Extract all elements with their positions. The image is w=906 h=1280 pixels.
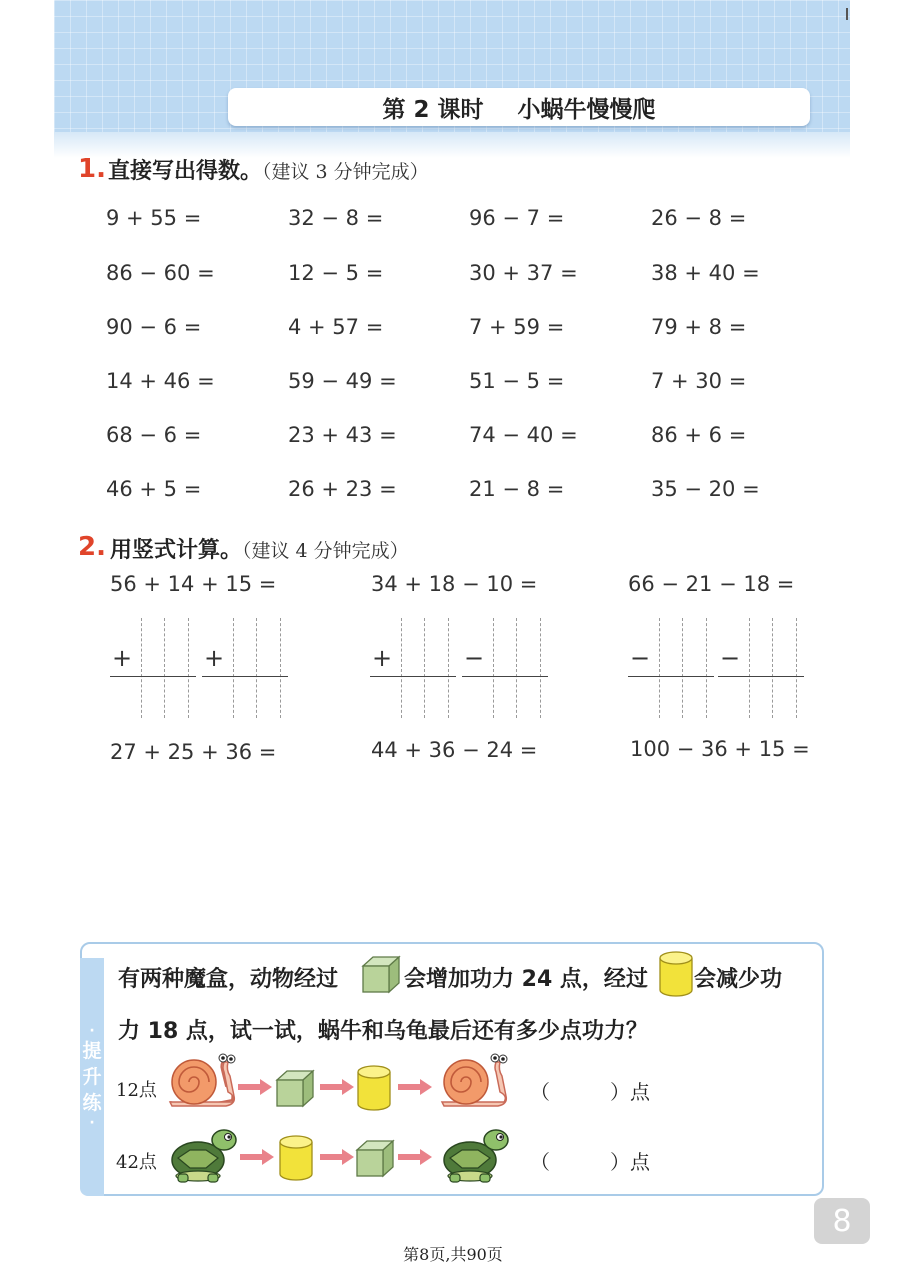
oral-calc-item: 46 + 5 = <box>106 477 202 501</box>
section1-title: 直接写出得数。 <box>108 159 263 184</box>
vertical-operator: + <box>204 644 225 672</box>
yellow-cylinder-icon <box>278 1134 314 1182</box>
oral-calc-item: 86 + 6 = <box>651 423 747 447</box>
vertical-problem: 56 + 14 + 15 = <box>110 572 277 596</box>
section2-heading <box>110 533 409 564</box>
oral-calc-item: 35 − 20 = <box>651 477 760 501</box>
challenge-text-line2: 力 18 点，试一试，蜗牛和乌龟最后还有多少点功力？ <box>118 1019 648 1044</box>
arrow-right-icon <box>398 1078 432 1096</box>
vertical-grid <box>370 618 456 718</box>
side-char: 升 <box>82 1066 102 1088</box>
vertical-operator: − <box>464 644 485 672</box>
oral-calc-item: 86 − 60 = <box>106 261 215 285</box>
challenge-side-label: · 提 升 练 · <box>80 958 104 1196</box>
vertical-operator: − <box>720 644 741 672</box>
oral-calc-item: 74 − 40 = <box>469 423 578 447</box>
row-label-snail: 12点 <box>116 1080 157 1101</box>
oral-calc-item: 26 + 23 = <box>288 477 397 501</box>
oral-calc-item: 59 − 49 = <box>288 369 397 393</box>
row-label-turtle: 42点 <box>116 1152 157 1173</box>
edge-mark <box>846 8 848 20</box>
lesson-title-box <box>228 88 810 126</box>
page-number-badge: 8 <box>814 1198 870 1244</box>
section1-number: 1. <box>78 154 106 184</box>
arrow-right-icon <box>238 1078 272 1096</box>
vertical-grid <box>462 618 548 718</box>
oral-calc-item: 68 − 6 = <box>106 423 202 447</box>
section2-number: 2. <box>78 532 106 562</box>
challenge-text-2: 会增加功力 24 点，经过 <box>404 967 648 992</box>
section2-hint: （建议 4 分钟完成） <box>242 540 409 562</box>
answer-blank-turtle[interactable]: （ ）点 <box>530 1150 650 1174</box>
oral-calc-item: 14 + 46 = <box>106 369 215 393</box>
vertical-problem: 27 + 25 + 36 = <box>110 740 277 764</box>
oral-calc-item: 9 + 55 = <box>106 206 202 230</box>
oral-calc-item: 96 − 7 = <box>469 206 565 230</box>
section1-hint: （建议 3 分钟完成） <box>262 161 429 183</box>
oral-calc-item: 4 + 57 = <box>288 315 384 339</box>
yellow-cylinder-icon <box>658 950 694 998</box>
green-cube-icon <box>354 1138 396 1178</box>
vertical-operator: + <box>112 644 133 672</box>
side-char: 提 <box>82 1040 102 1062</box>
arrow-right-icon <box>320 1078 354 1096</box>
answer-blank-snail[interactable]: （ ）点 <box>530 1080 650 1104</box>
vertical-operator: − <box>630 644 651 672</box>
green-cube-icon <box>274 1068 316 1108</box>
yellow-cylinder-icon <box>356 1064 392 1112</box>
page-footer: 第8页,共90页 <box>403 1245 503 1264</box>
arrow-right-icon <box>398 1148 432 1166</box>
vertical-grid <box>718 618 804 718</box>
snail-icon <box>166 1052 238 1110</box>
challenge-text-3: 会减少功 <box>694 967 783 992</box>
oral-calc-item: 12 − 5 = <box>288 261 384 285</box>
vertical-problem: 44 + 36 − 24 = <box>371 738 538 762</box>
oral-calc-item: 23 + 43 = <box>288 423 397 447</box>
vertical-problem: 66 − 21 − 18 = <box>628 572 795 596</box>
oral-calc-item: 21 − 8 = <box>469 477 565 501</box>
oral-calc-item: 38 + 40 = <box>651 261 760 285</box>
oral-calc-item: 30 + 37 = <box>469 261 578 285</box>
challenge-text-1: 有两种魔盒，动物经过 <box>118 967 339 992</box>
vertical-operator: + <box>372 644 393 672</box>
oral-calc-item: 32 − 8 = <box>288 206 384 230</box>
vertical-problem: 34 + 18 − 10 = <box>371 572 538 596</box>
section1-heading <box>108 154 429 185</box>
arrow-right-icon <box>240 1148 274 1166</box>
turtle-icon <box>168 1120 238 1184</box>
oral-calc-item: 51 − 5 = <box>469 369 565 393</box>
arrow-right-icon <box>320 1148 354 1166</box>
lesson-number: 第 2 课时 <box>382 96 484 123</box>
oral-calc-item: 7 + 30 = <box>651 369 747 393</box>
vertical-grid <box>202 618 288 718</box>
side-char: 练 <box>82 1092 102 1114</box>
vertical-grid <box>628 618 714 718</box>
oral-calc-item: 90 − 6 = <box>106 315 202 339</box>
oral-calc-item: 79 + 8 = <box>651 315 747 339</box>
vertical-problem: 100 − 36 + 15 = <box>630 737 810 761</box>
turtle-icon <box>440 1120 510 1184</box>
green-cube-icon <box>360 954 402 994</box>
vertical-grid <box>110 618 196 718</box>
section2-title: 用竖式计算。 <box>110 538 243 563</box>
lesson-title: 小蜗牛慢慢爬 <box>517 96 656 123</box>
oral-calc-item: 26 − 8 = <box>651 206 747 230</box>
oral-calc-item: 7 + 59 = <box>469 315 565 339</box>
snail-icon <box>438 1052 510 1110</box>
